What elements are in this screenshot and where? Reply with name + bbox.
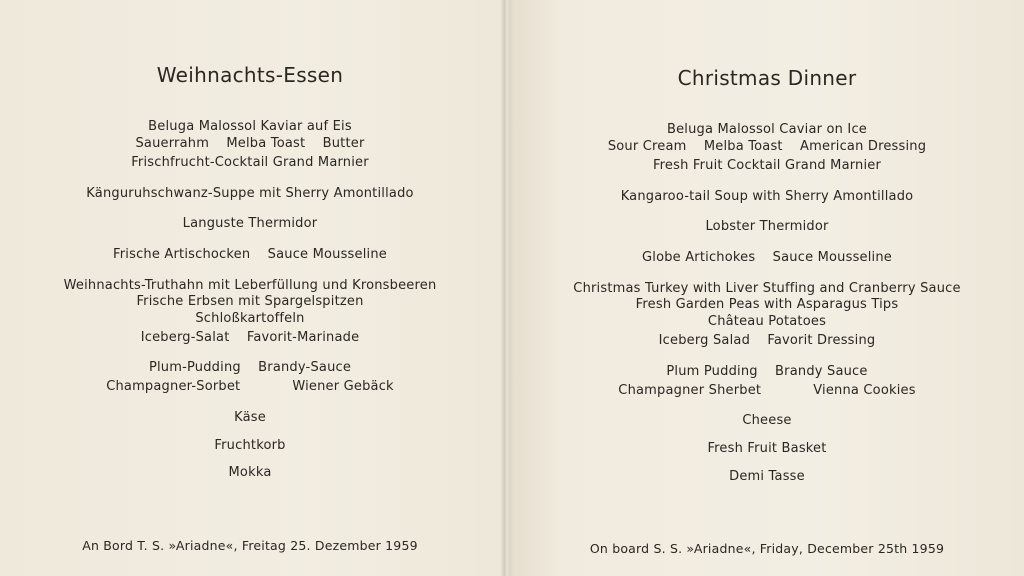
menu-line: Plum-Pudding Brandy-Sauce bbox=[148, 360, 352, 375]
menu-line: Cheese bbox=[742, 413, 792, 428]
menu-line: Plum Pudding Brandy Sauce bbox=[666, 364, 868, 379]
menu-line: Beluga Malossol Caviar on Ice bbox=[666, 122, 867, 137]
menu-line: Champagner Sherbet Vienna Cookies bbox=[618, 383, 916, 398]
menu-line: Beluga Malossol Kaviar auf Eis bbox=[148, 119, 352, 134]
menu-footer: On board S. S. »Ariadne«, Friday, December 25th 1959 bbox=[589, 541, 945, 556]
menu-line: Frische Artischocken Sauce Mousseline bbox=[113, 247, 387, 262]
menu-line: Weihnachts-Truthahn mit Leberfüllung und Kronsbeeren bbox=[63, 278, 437, 293]
menu-line: Globe Artichokes Sauce Mousseline bbox=[641, 250, 893, 265]
menu-page-german bbox=[0, 0, 500, 576]
menu-line: Fruchtkorb bbox=[214, 438, 286, 453]
menu-line: Käse bbox=[234, 410, 266, 425]
menu-line: Christmas Turkey with Liver Stuffing and Cranberry Sauce bbox=[573, 281, 961, 296]
menu-line: Champagner-Sorbet Wiener Gebäck bbox=[106, 379, 394, 394]
menu-line: Lobster Thermidor bbox=[705, 219, 829, 234]
menu-line: Känguruhschwanz-Suppe mit Sherry Amontillado bbox=[86, 186, 414, 201]
page-fold bbox=[500, 0, 510, 576]
menu-footer: An Bord T. S. »Ariadne«, Freitag 25. Dezember 1959 bbox=[82, 538, 418, 553]
menu-line: Demi Tasse bbox=[729, 469, 805, 484]
menu-line: Iceberg Salad Favorit Dressing bbox=[658, 333, 876, 348]
menu-line: Mokka bbox=[228, 465, 272, 480]
menu-line: Frische Erbsen mit Spargelspitzen bbox=[136, 294, 364, 309]
menu-line: Fresh Fruit Basket bbox=[707, 441, 827, 456]
menu-line: Schloßkartoffeln bbox=[195, 311, 305, 326]
menu-line: Sour Cream Melba Toast American Dressing bbox=[607, 139, 927, 154]
menu-line: Fresh Garden Peas with Asparagus Tips bbox=[635, 297, 899, 312]
menu-line: Kangaroo-tail Soup with Sherry Amontillado bbox=[620, 189, 914, 204]
menu-page-english bbox=[510, 0, 1024, 576]
menu-line: Château Potatoes bbox=[707, 314, 827, 329]
menu-title: Christmas Dinner bbox=[677, 66, 857, 90]
menu-title: Weihnachts-Essen bbox=[156, 63, 344, 87]
menu-line: Sauerrahm Melba Toast Butter bbox=[135, 136, 365, 151]
menu-line: Fresh Fruit Cocktail Grand Marnier bbox=[652, 158, 882, 173]
menu-line: Languste Thermidor bbox=[182, 216, 318, 231]
menu-line: Iceberg-Salat Favorit-Marinade bbox=[140, 330, 360, 345]
menu-line: Frischfrucht-Cocktail Grand Marnier bbox=[131, 155, 369, 170]
